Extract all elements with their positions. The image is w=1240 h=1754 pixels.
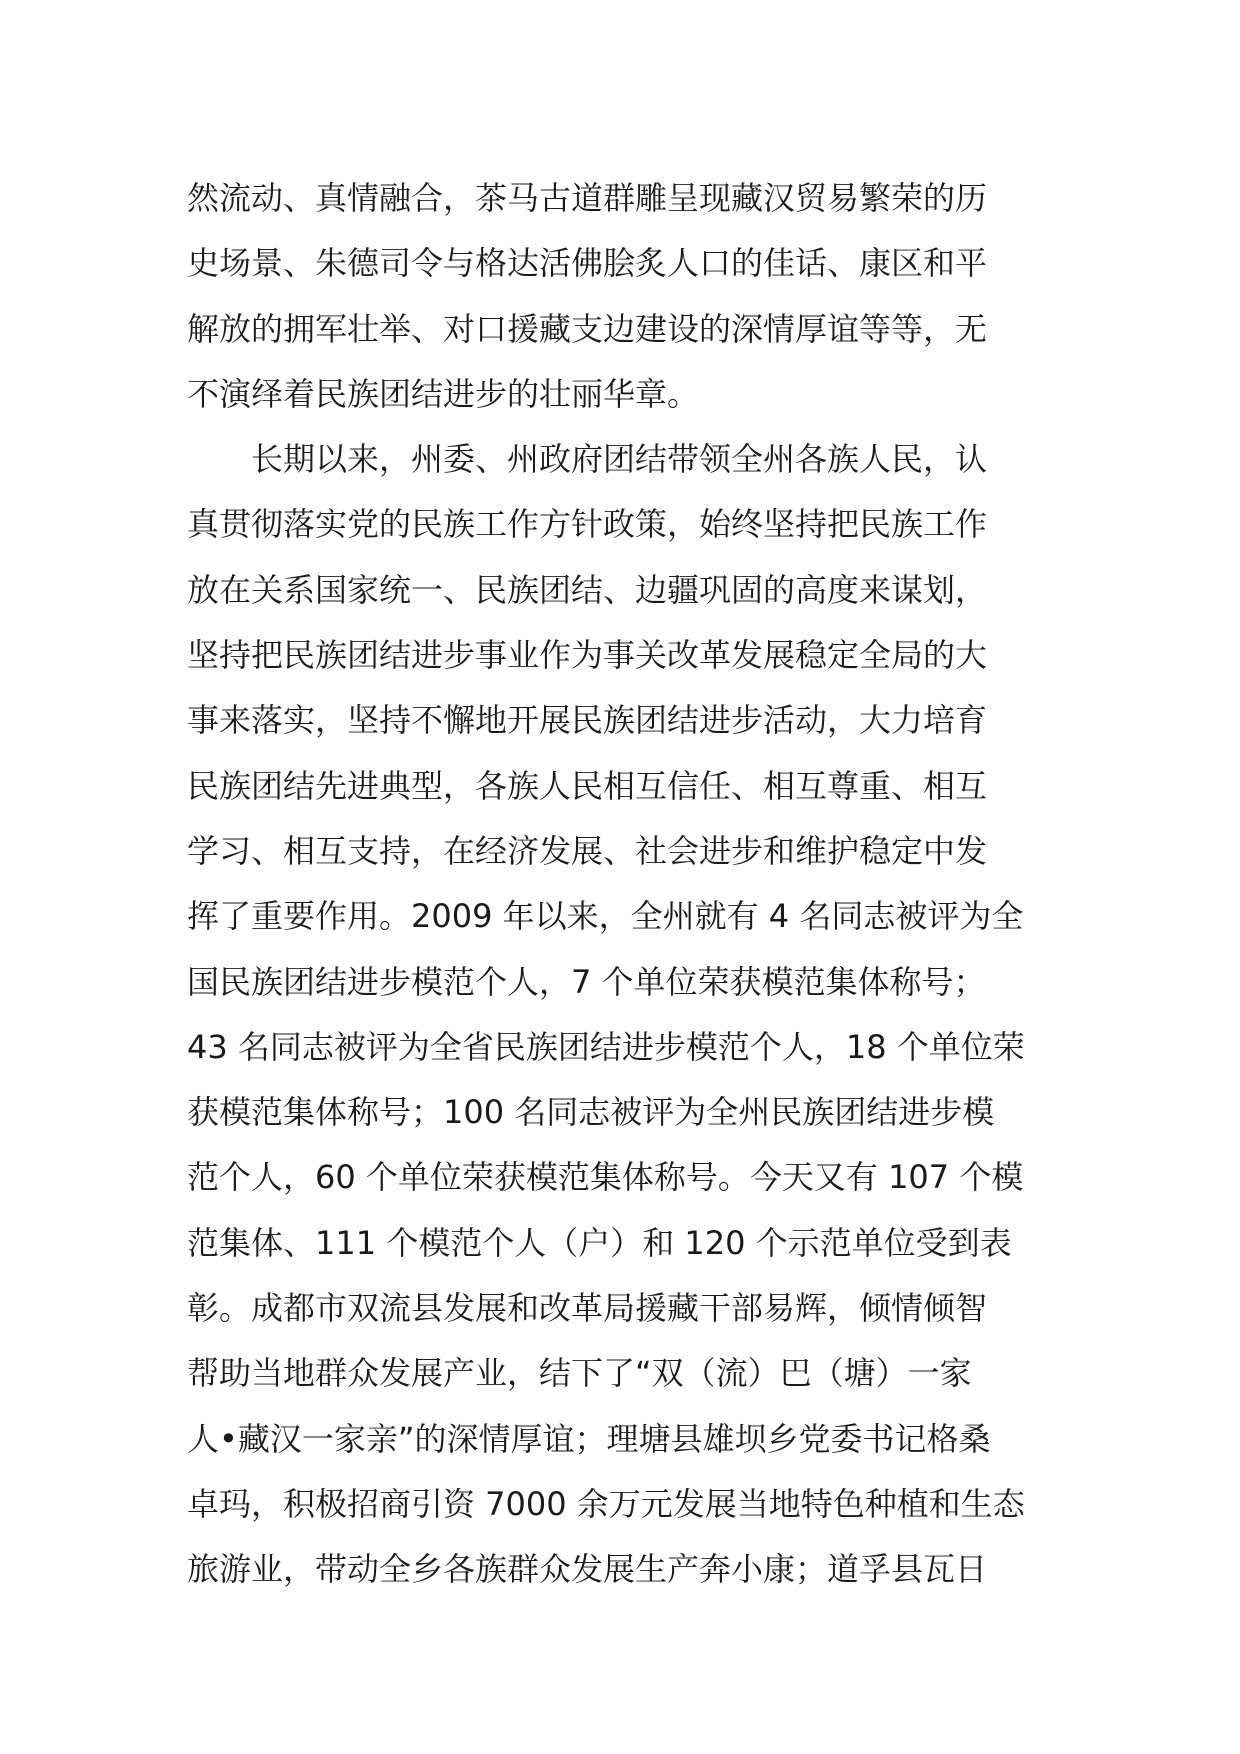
text-line: 真贯彻落实党的民族工作方针政策，始终坚持把民族工作 — [187, 505, 988, 544]
text-line: 学习、相互支持，在经济发展、社会进步和维护稳定中发 — [187, 831, 988, 870]
paragraph-first-line: 长期以来，州委、州政府团结带领全州各族人民，认 — [251, 440, 988, 479]
text-line: 坚持把民族团结进步事业作为事关改革发展稳定全局的大 — [187, 636, 988, 675]
body-text — [187, 166, 1057, 1603]
text-line: 彰。成都市双流县发展和改革局援藏干部易辉，倾情倾智 — [187, 1289, 988, 1328]
text-line: 人•藏汉一家亲”的深情厚谊；理塘县雄坝乡党委书记格桑 — [187, 1419, 991, 1458]
text-line: 卓玛，积极招商引资 7000 余万元发展当地特色种植和生态 — [187, 1484, 1025, 1523]
text-line: 国民族团结进步模范个人，7 个单位荣获模范集体称号； — [187, 962, 986, 1001]
text-line: 获模范集体称号；100 名同志被评为全州民族团结进步模 — [187, 1093, 995, 1132]
text-line: 43 名同志被评为全省民族团结进步模范个人，18 个单位荣 — [187, 1027, 1025, 1066]
text-line: 然流动、真情融合，茶马古道群雕呈现藏汉贸易繁荣的历 — [187, 179, 988, 217]
text-line: 解放的拥军壮举、对口援藏支边建设的深情厚谊等等，无 — [187, 309, 988, 348]
text-line: 帮助当地群众发展产业，结下了“双（流）巴（塘）一家 — [187, 1354, 972, 1393]
text-line: 旅游业，带动全乡各族群众发展生产奔小康；道孚县瓦日 — [187, 1550, 988, 1589]
text-line: 挥了重要作用。2009 年以来，全州就有 4 名同志被评为全 — [187, 897, 1024, 936]
text-line: 民族团结先进典型，各族人民相互信任、相互尊重、相互 — [187, 766, 988, 805]
text-line: 不演绎着民族团结进步的壮丽华章。 — [187, 374, 700, 413]
text-line: 放在关系国家统一、民族团结、边疆巩固的高度来谋划， — [187, 570, 988, 609]
text-line: 史场景、朱德司令与格达活佛脍炙人口的佳话、康区和平 — [187, 244, 988, 283]
text-line: 范集体、111 个模范个人（户）和 120 个示范单位受到表 — [187, 1223, 1012, 1262]
text-line: 事来落实，坚持不懈地开展民族团结进步活动，大力培育 — [187, 701, 988, 740]
text-line: 范个人，60 个单位荣获模范集体称号。今天又有 107 个模 — [187, 1158, 1024, 1197]
